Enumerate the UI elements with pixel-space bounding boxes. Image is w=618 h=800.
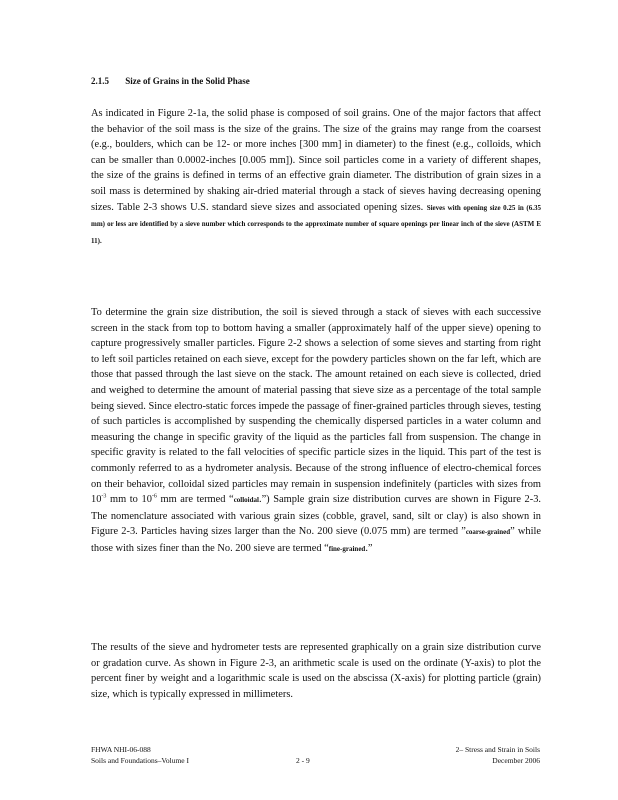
section-title: Size of Grains in the Solid Phase: [125, 76, 250, 86]
footer-right: [418, 744, 540, 766]
exponent-2: -6: [151, 493, 157, 500]
footer-chapter: 2– Stress and Strain in Soils: [455, 745, 540, 754]
footer-left: [91, 744, 189, 766]
term-fine-grained: fine-grained: [328, 544, 366, 553]
section-number: 2.1.5: [91, 76, 109, 86]
term-colloidal: colloidal: [233, 496, 259, 505]
paragraph-2: [91, 305, 541, 558]
paragraph-2-text-f: .”: [365, 542, 373, 554]
paragraph-2-text-a: To determine the grain size distribution, the soil is sieved through a stack of sieves with each successive screen in the stack from top to bottom having a smaller (approximately half of the upper sieve) opening to capture progressively smaller particles. Figure 2-2 shows a selection of some sieves and starting from right to left soil particles retained on each sieve, except for the powdery particles shown on the far left, which are those that passed through the last sieve on the stack. The amount retained on each sieve is collected, dried and weighed to determine the amount of material passing that sieve size as a percentage of the total sample being sieved. Since electro-static forces impede the passage of finer-grained particles through sieves, testing of such particles is accomplished by suspending the chemically dispersed particles in a water column and measuring the change in specific gravity of the liquid as the particles fall from suspension. The change in specific gravity is related to the fall velocities of specific particle sizes in the liquid. This part of the test is commonly referred to as a hydrometer analysis. Because of the strong influence of electro-chemical forces on their behavior, colloidal sized particles may remain in suspension indefinitely (particles with sizes from 10: [91, 307, 541, 506]
paragraph-1-small-text: Sieves with opening size 0.25 in (6.35 mm) or less are identified by a sieve number which corresponds to the approximate number of square openings per linear inch of the sieve (ASTM E 11).: [91, 203, 541, 245]
paragraph-2-text-b: mm to 10: [106, 494, 152, 506]
paragraph-3: The results of the sieve and hydrometer tests are represented graphically on a grain size distribution curve or gradation curve. As shown in Figure 2-3, an arithmetic scale is used on the ordinate (Y-axis) to plot the percent finer by weight and a logarithmic scale is used on the abscissa (X-axis) for plotting particle (grain) size, which is typically expressed in millimeters.: [91, 642, 541, 700]
page-number: 2 - 9: [296, 756, 310, 765]
footer-report-number: FHWA NHI-06-088: [91, 745, 151, 754]
footer-volume: Soils and Foundations–Volume I: [91, 756, 189, 765]
paragraph-2-text-c: mm are termed “: [156, 494, 234, 506]
term-coarse-grained: coarse-grained: [465, 528, 511, 537]
paragraph-2-text-e: ” while those with sizes finer than the No. 200 sieve are termed “: [91, 526, 542, 554]
footer-date: December 2006: [492, 756, 540, 765]
paragraph-1: [91, 106, 541, 249]
section-heading: [91, 76, 531, 86]
paragraph-1-text: As indicated in Figure 2-1a, the solid phase is composed of soil grains. One of the major factors that affect the behavior of the soil mass is the size of the grains. The size of the grains may range from the coarsest (e.g., boulders, which can be 12- or more inches [300 mm] in diameter) to the finest (e.g., colloids, which can be smaller than 0.0002-inches [0.005 mm]). Since soil particles come in a variety of different shapes, the size of the grains is defined in terms of an effective grain diameter. The distribution of grain sizes in a soil mass is determined by shaking air-dried material through a stack of sieves having decreasing opening sizes. Table 2-3 shows U.S. standard sieve sizes and associated opening sizes.: [91, 108, 541, 213]
paragraph-2-text-d: .”) Sample grain size distribution curves are shown in Figure 2-3. The nomenclature associated with various grain sizes (cobble, gravel, sand, silt or clay) is also shown in Figure 2-3. Particles having sizes larger than the No. 200 sieve (0.075 mm) are termed ”: [91, 494, 542, 538]
exponent-1: -3: [101, 493, 107, 500]
